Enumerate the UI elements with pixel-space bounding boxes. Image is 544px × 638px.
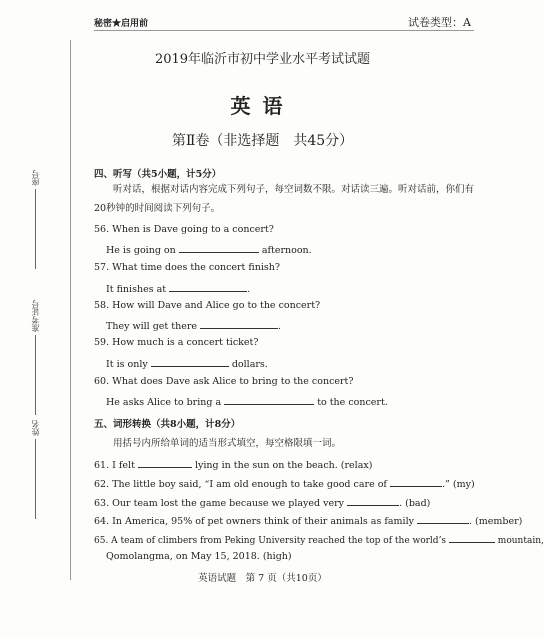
answer-60: He asks Alice to bring a to the concert.: [106, 397, 388, 408]
question-57: 57. What time does the concert finish?: [94, 262, 280, 273]
volume-title: 第Ⅱ卷（非选择题 共45分）: [171, 133, 354, 149]
answer-57: It finishes at .: [106, 284, 251, 295]
exam-title: 2019年临沂市初中学业水平考试试题: [154, 52, 371, 67]
question-65: 65. A team of climbers from Peking University reached the top of the world’s mountain,: [94, 533, 544, 546]
question-60: 60. What does Dave ask Alice to bring to the concert?: [94, 376, 354, 387]
seat-number-label: 座号: [30, 170, 41, 269]
blank-57[interactable]: [169, 282, 247, 292]
confidential-mark: 秘密★启用前: [94, 19, 149, 29]
answer-56: He is going on afternoon.: [106, 245, 312, 256]
blank-62[interactable]: [390, 477, 442, 487]
blank-56[interactable]: [179, 243, 259, 253]
subject-title: 英语: [230, 94, 295, 118]
question-56: 56. When is Dave going to a concert?: [94, 224, 274, 235]
page-footer: 英语试题 第 7 页（共10页）: [198, 573, 327, 584]
blank-60[interactable]: [224, 395, 314, 405]
paper-type: 试卷类型：A: [408, 16, 471, 29]
blank-61[interactable]: [138, 458, 192, 468]
question-58: 58. How will Dave and Alice go to the concert?: [94, 300, 321, 311]
blank-58[interactable]: [200, 319, 278, 329]
blank-63[interactable]: [347, 496, 399, 506]
blank-65[interactable]: [449, 533, 495, 543]
question-62: 62. The little boy said, “I am old enough to take good care of .” (my): [94, 479, 475, 490]
blank-59[interactable]: [151, 357, 229, 367]
wordform-heading: 五、词形转换（共8小题，计8分）: [94, 419, 241, 430]
listening-heading: 四、听写（共5小题，计5分）: [94, 169, 222, 180]
question-61: 61. I felt lying in the sun on the beach. (relax): [94, 460, 373, 471]
blank-64[interactable]: [417, 514, 469, 524]
answer-58: They will get there .: [106, 321, 282, 332]
wordform-instruction: 用括号内所给单词的适当形式填空，每空格限填一词。: [113, 438, 342, 449]
name-label: 姓名: [30, 420, 41, 519]
question-59: 59. How much is a concert ticket?: [94, 337, 259, 348]
question-63: 63. Our team lost the game because we played very . (bad): [94, 498, 431, 509]
binding-line: [70, 40, 71, 580]
top-rule: [94, 30, 474, 31]
question-64: 64. In America, 95% of pet owners think of their animals as family . (member): [94, 516, 523, 527]
answer-59: It is only dollars.: [106, 359, 268, 370]
ticket-number-label: 准考证号: [30, 300, 41, 415]
listening-instruction: 听对话，根据对话内容完成下列句子，每空词数不限。对话读三遍。听对话前，你们有20秒钟的时间阅读下列句子。: [94, 184, 475, 214]
question-65-continued: Qomolangma, on May 15, 2018. (high): [106, 551, 292, 562]
